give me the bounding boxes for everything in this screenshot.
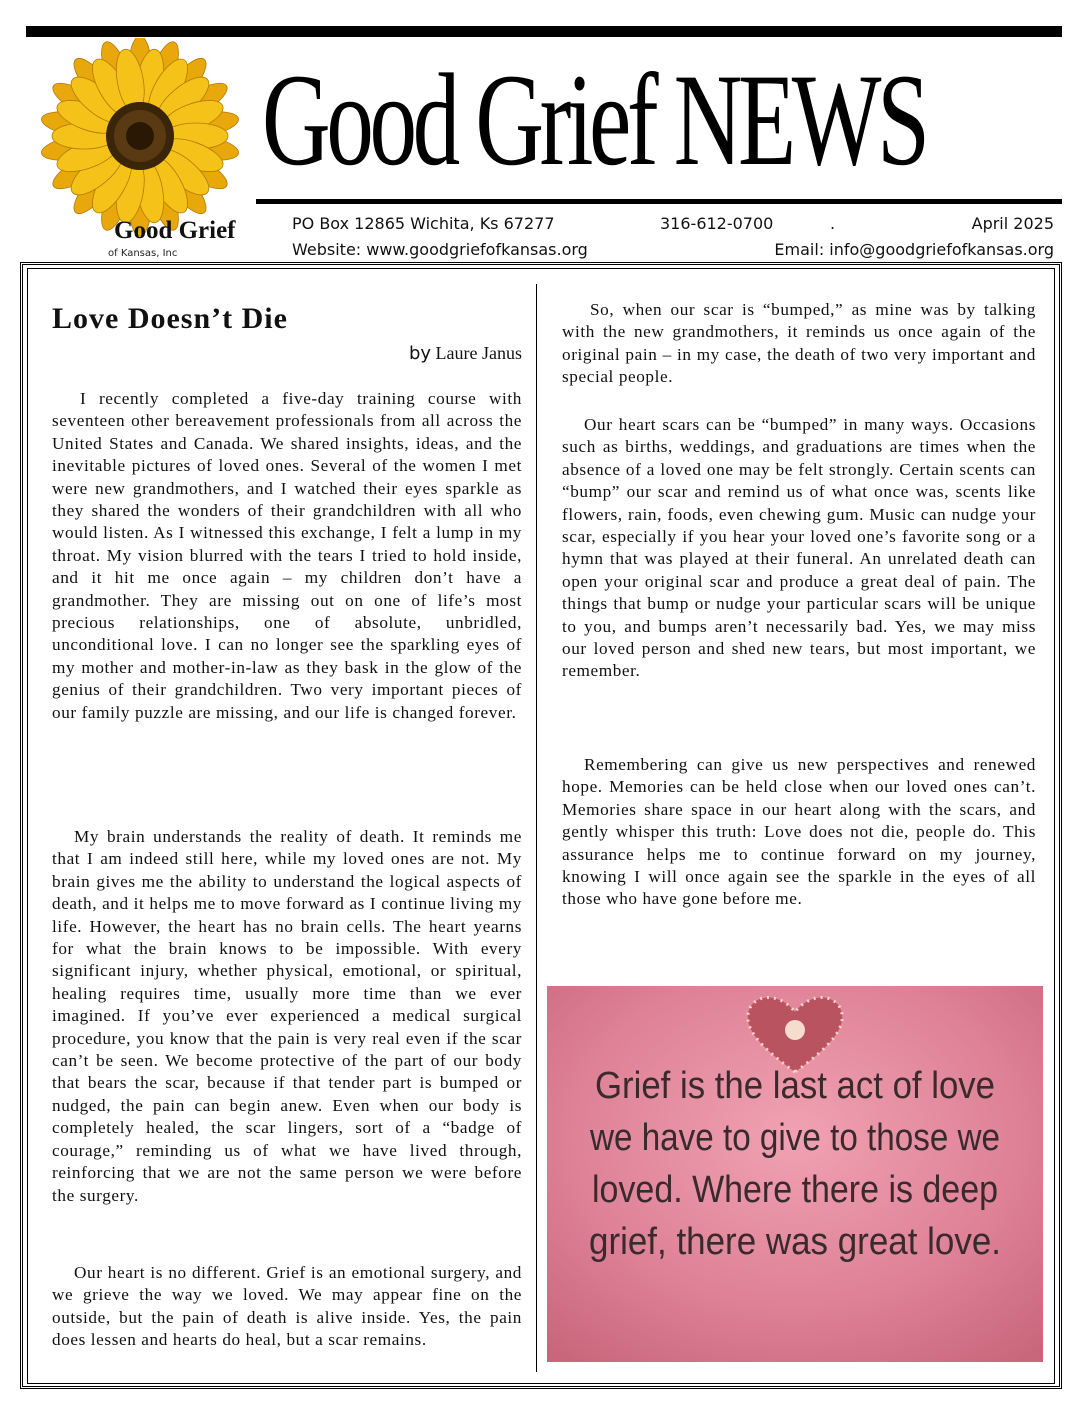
quote-image [547, 986, 1043, 1362]
article-title: Love Doesn’t Die [52, 302, 288, 335]
article-author: Laure Janus [435, 343, 522, 363]
quote-line: Grief is the last act of love [595, 1065, 995, 1107]
sunflower-icon [39, 38, 240, 236]
article-paragraph: Our heart scars can be “bumped” in many ways. Occasions such as births, weddings, and graduations are times when the absence of a loved one may be felt strongly. Certain scents can “bump” our scar and remind us of what once was, scents like flowers, rain, foods, even chewing gum. Music can nudge your scar, especially if you hear your loved one’s favorite song or a hymn that was played at their funeral. An unrelated death can open your original scar and produce a great deal of pain. The things that bump or nudge your particular scars will be unique to you, and bumps aren’t necessarily bad. Yes, we may miss our loved person and shed new tears, but most important, we remember. [562, 415, 1036, 681]
issue-date: April 2025 [971, 214, 1054, 233]
logo-text: Good Grief [114, 217, 236, 244]
contact-address: PO Box 12865 Wichita, Ks 67277 [292, 214, 555, 233]
quote-line: loved. Where there is deep [592, 1169, 998, 1211]
article-paragraph: My brain understands the reality of death. It reminds me that I am indeed still here, while my loved ones are not. My brain gives me the ability to understand the logical aspects of death, and it helps me to move forward as I continue living my life. However, the heart has no brain cells. The heart yearns for what the brain knows to be impossible. With every significant injury, whether physical, emotional, or spiritual, healing requires time, usually more time than we ever imagined. If you’ve ever experienced a medical surgical procedure, you know that the pain is very real even if the scar can’t be seen. We become protective of the part of our body that bears the scar, because if that tender part is bumped or nudged, the pain can begin anew. Even when our body is completely healed, the scar lingers, sort of a “badge of courage,” reminding us of what we have lived through, reinforcing that we are not the same person we were before the surgery. [52, 827, 522, 1205]
article-paragraph: Remembering can give us new perspectives and renewed hope. Memories can be held close when our loved ones can’t. Memories share space in our heart along with the scars, and gently whisper this truth: Love does not die, people do. This assurance helps me to continue forward on my journey, knowing I will once again see the sparkle in the eyes of all those who have gone before me. [562, 755, 1036, 909]
contact-phone: 316-612-0700 [660, 214, 774, 233]
article-paragraph: So, when our scar is “bumped,” as mine was by talking with the new grandmothers, it reminds us once again of the original pain – in my case, the death of two very important and special people. [562, 300, 1036, 387]
website-link[interactable]: Website: www.goodgriefofkansas.org [292, 240, 588, 259]
logo [22, 38, 262, 260]
article-paragraph: I recently completed a five-day training course with seventeen other bereavement professionals from all across the United States and Canada. We shared insights, ideas, and the inevitable pictures of loved ones. Several of the women I met were new grandmothers, and I watched their eyes sparkle as they shared the wonders of their grandchildren with all who would listen. As I witnessed this exchange, I felt a lump in my throat. My vision blurred with the tears I tried to hold inside, and it hit me once again – my children don’t have a grandmother. They are missing out on one of life’s most precious relationships, one of absolute, unbridled, unconditional love. I can no longer see the sparkling eyes of my mother and mother-in-law as they bask in the glow of the genius of their grandchildren. Two very important pieces of our family puzzle are missing, and our life is changed forever. [52, 389, 522, 722]
contact-separator: . [830, 214, 836, 233]
column-divider [536, 284, 537, 1372]
email-link[interactable]: Email: info@goodgriefofkansas.org [774, 240, 1054, 259]
article-byline [52, 343, 522, 364]
masthead-rule [256, 199, 1062, 204]
logo-subtext: of Kansas, Inc [108, 248, 178, 259]
byline-prefix: by [408, 343, 432, 364]
top-rule [26, 26, 1062, 37]
masthead-title: Good Grief NEWS [262, 46, 926, 193]
quote-line: we have to give to those we [589, 1117, 1000, 1159]
quote-line: grief, there was great love. [589, 1221, 1001, 1263]
article-paragraph: Our heart is no different. Grief is an emotional surgery, and we grieve the way we loved. We may appear fine on the outside, but the pain of death is alive inside. Yes, the pain does lessen and hearts do heal, but a scar remains. [52, 1263, 522, 1350]
